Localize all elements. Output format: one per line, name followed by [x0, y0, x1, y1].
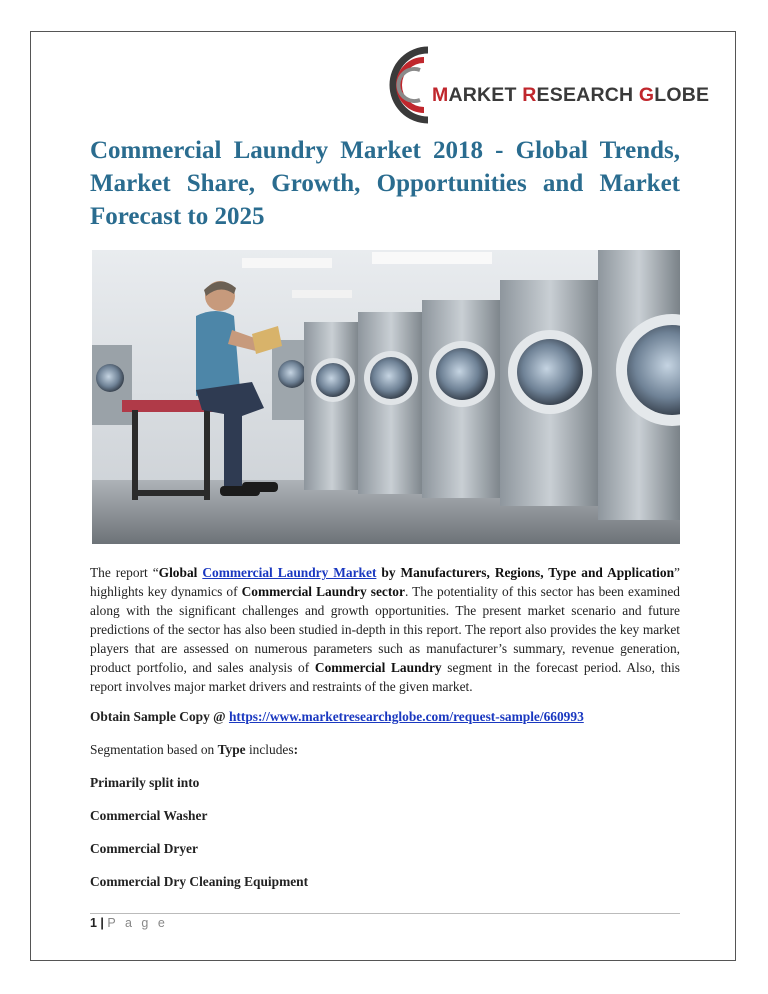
page-footer: 1 | P a g e — [90, 916, 168, 930]
sample-request-link[interactable]: https://www.marketresearchglobe.com/request-sample/660993 — [228, 709, 584, 724]
laundromat-photo — [92, 250, 680, 544]
type-item-washer: Commercial Washer — [90, 808, 208, 823]
sample-copy-label: Obtain Sample Copy @ — [90, 709, 229, 724]
logo-text: MARKET RESEARCH GLOBE — [432, 84, 710, 106]
segmentation-line: Segmentation based on Type includes: — [90, 742, 299, 757]
page-number: 1 — [90, 916, 97, 930]
commercial-laundry-market-link[interactable]: Commercial Laundry Market — [202, 565, 377, 580]
footer-divider — [90, 913, 680, 914]
document-title: Commercial Laundry Market 2018 - Global Trends, Market Share, Growth, Opportunities and Market Forecast to 2025 — [90, 137, 680, 230]
type-item-dryer: Commercial Dryer — [90, 841, 198, 856]
type-item-dry-cleaning: Commercial Dry Cleaning Equipment — [90, 874, 309, 889]
page-label: P a g e — [107, 916, 168, 930]
intro-paragraph: The report “Global Commercial Laundry Market by Manufacturers, Regions, Type and Application” highlights key dynamics of Commercial Laundry sector. The potentiality of this sector has been examined along with the significant challenges and growth opportunities. The present market scenario and future predictions of the sector has also been studied in-depth in this report. The report also provides the key market players that are assessed on numerous parameters such as manufacturer’s summary, revenue generation, product portfolio, and sales analysis of Commercial Laundry segment in the forecast period. Also, this report involves major market drivers and restraints of the given market. — [90, 565, 681, 694]
sample-copy-line — [90, 708, 584, 726]
market-research-globe-logo — [384, 44, 710, 126]
type-heading: Primarily split into — [90, 775, 200, 790]
